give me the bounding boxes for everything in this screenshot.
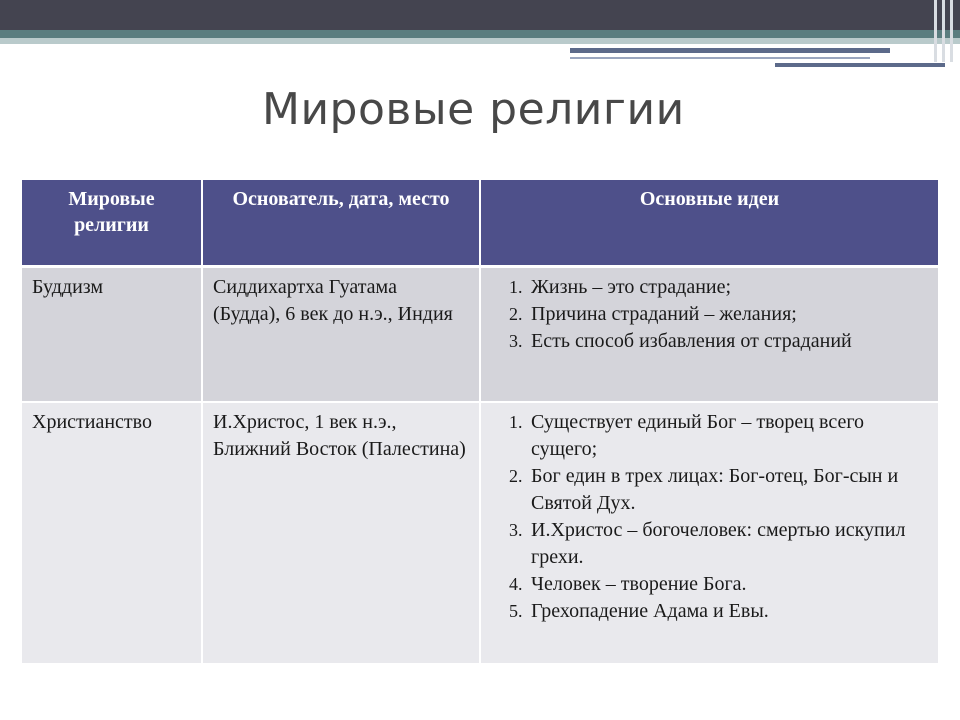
header-ideas: Основные идеи — [480, 180, 938, 266]
list-item: 3. И.Христос – богочеловек: смертью искупил грехи. — [527, 517, 928, 571]
cell-religion: Буддизм — [22, 266, 202, 402]
list-item: 2. Бог един в трех лицах: Бог-отец, Бог-сын и Святой Дух. — [527, 463, 928, 517]
table-row — [22, 402, 938, 664]
header-founder: Основатель, дата, место — [202, 180, 480, 266]
slide-title: Мировые религии — [262, 84, 685, 135]
header-religions: Мировые религии — [22, 180, 202, 266]
decor-vertical-line — [942, 0, 945, 62]
cell-ideas — [480, 266, 938, 402]
decor-line — [570, 48, 890, 53]
top-decor-stripe — [0, 30, 960, 38]
religions-table — [22, 180, 938, 665]
table-header-row — [22, 180, 938, 266]
ideas-list — [491, 409, 928, 625]
decor-line — [570, 57, 870, 59]
cell-founder: Сиддихартха Гуатама (Будда), 6 век до н.э., Индия — [202, 266, 480, 402]
decor-vertical-line — [934, 0, 937, 62]
list-item: 1. Существует единый Бог – творец всего сущего; — [527, 409, 928, 463]
top-decor-light-stripe — [0, 38, 960, 44]
list-item: 2. Причина страданий – желания; — [527, 301, 928, 328]
list-item: 5. Грехопадение Адама и Евы. — [527, 598, 928, 625]
list-item: 4. Человек – творение Бога. — [527, 571, 928, 598]
list-item: 1. Жизнь – это страдание; — [527, 274, 928, 301]
cell-ideas — [480, 402, 938, 664]
cell-religion: Христианство — [22, 402, 202, 664]
list-item: 3. Есть способ избавления от страданий — [527, 328, 928, 355]
decor-line — [775, 63, 945, 67]
ideas-list — [491, 274, 928, 355]
decor-vertical-line — [950, 0, 953, 62]
table-row — [22, 266, 938, 402]
cell-founder: И.Христос, 1 век н.э., Ближний Восток (Палестина) — [202, 402, 480, 664]
